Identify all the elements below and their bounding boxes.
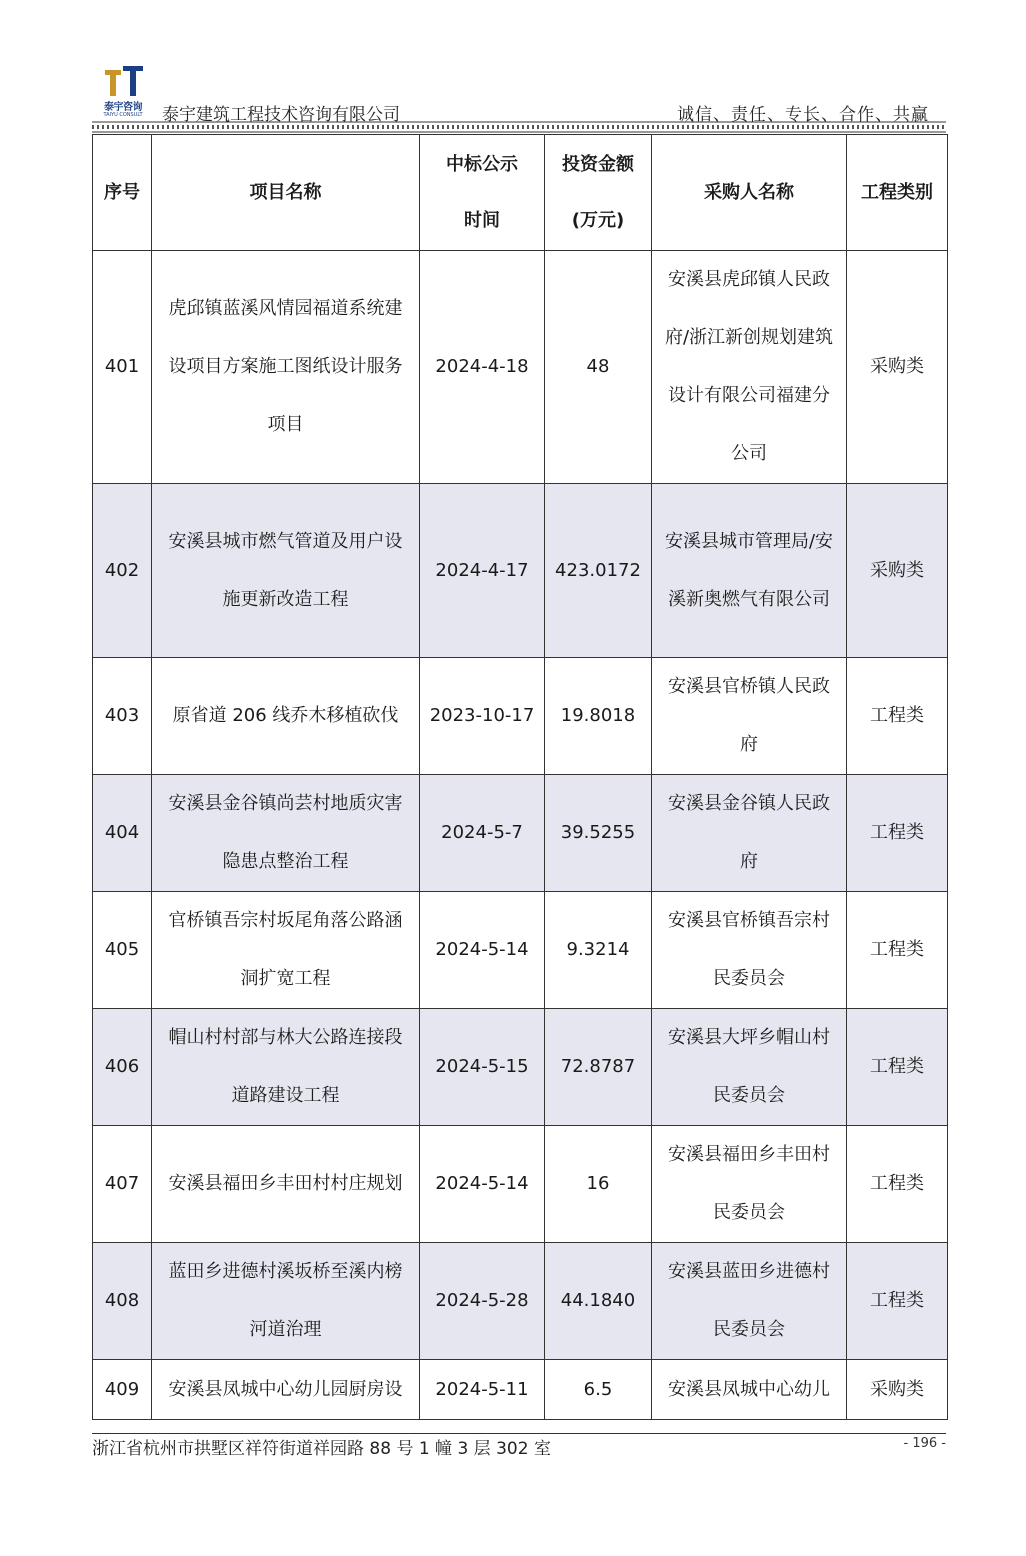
company-address: 浙江省杭州市拱墅区祥符街道祥园路 88 号 1 幢 3 层 302 室 bbox=[92, 1439, 551, 1459]
cell-date: 2024-5-7 bbox=[420, 775, 545, 892]
cell-amount: 423.0172 bbox=[545, 484, 652, 658]
cell-date: 2024-5-15 bbox=[420, 1009, 545, 1126]
cell-date: 2024-5-14 bbox=[420, 1126, 545, 1243]
cell-buyer: 安溪县大坪乡帽山村民委员会 bbox=[652, 1009, 847, 1126]
table-row bbox=[93, 658, 948, 775]
company-motto: 诚信、责任、专长、合作、共赢 bbox=[677, 105, 929, 125]
cell-seq: 408 bbox=[93, 1243, 152, 1360]
cell-date: 2024-5-28 bbox=[420, 1243, 545, 1360]
cell-project: 蓝田乡进德村溪坂桥至溪内榜河道治理 bbox=[152, 1243, 420, 1360]
cell-seq: 402 bbox=[93, 484, 152, 658]
cell-project: 官桥镇吾宗村坂尾角落公路涵洞扩宽工程 bbox=[152, 892, 420, 1009]
header-project: 项目名称 bbox=[152, 135, 420, 251]
cell-category: 工程类 bbox=[847, 1126, 948, 1243]
cell-amount: 48 bbox=[545, 251, 652, 484]
cell-project: 安溪县凤城中心幼儿园厨房设 bbox=[152, 1360, 420, 1420]
cell-date: 2024-5-14 bbox=[420, 892, 545, 1009]
table-row bbox=[93, 1126, 948, 1243]
cell-project: 虎邱镇蓝溪风情园福道系统建设项目方案施工图纸设计服务项目 bbox=[152, 251, 420, 484]
cell-category: 采购类 bbox=[847, 251, 948, 484]
cell-amount: 72.8787 bbox=[545, 1009, 652, 1126]
header-buyer: 采购人名称 bbox=[652, 135, 847, 251]
cell-buyer: 安溪县官桥镇吾宗村民委员会 bbox=[652, 892, 847, 1009]
cell-project: 安溪县城市燃气管道及用户设施更新改造工程 bbox=[152, 484, 420, 658]
cell-amount: 39.5255 bbox=[545, 775, 652, 892]
cell-date: 2024-5-11 bbox=[420, 1360, 545, 1420]
cell-buyer: 安溪县官桥镇人民政府 bbox=[652, 658, 847, 775]
table-row bbox=[93, 251, 948, 484]
cell-date: 2023-10-17 bbox=[420, 658, 545, 775]
logo-text: 泰宇咨询 bbox=[104, 102, 142, 113]
cell-category: 工程类 bbox=[847, 1009, 948, 1126]
cell-seq: 405 bbox=[93, 892, 152, 1009]
table-row bbox=[93, 1243, 948, 1360]
cell-category: 工程类 bbox=[847, 658, 948, 775]
header-date bbox=[420, 135, 545, 251]
project-table bbox=[92, 134, 948, 1420]
cell-date: 2024-4-18 bbox=[420, 251, 545, 484]
cell-date: 2024-4-17 bbox=[420, 484, 545, 658]
cell-buyer: 安溪县虎邱镇人民政府/浙江新创规划建筑设计有限公司福建分公司 bbox=[652, 251, 847, 484]
cell-seq: 406 bbox=[93, 1009, 152, 1126]
table-row bbox=[93, 775, 948, 892]
header-amount bbox=[545, 135, 652, 251]
table-row bbox=[93, 484, 948, 658]
cell-seq: 404 bbox=[93, 775, 152, 892]
cell-project: 安溪县福田乡丰田村村庄规划 bbox=[152, 1126, 420, 1243]
cell-buyer: 安溪县福田乡丰田村民委员会 bbox=[652, 1126, 847, 1243]
page-number: - 196 - bbox=[903, 1436, 946, 1451]
cell-buyer: 安溪县金谷镇人民政府 bbox=[652, 775, 847, 892]
cell-category: 工程类 bbox=[847, 1243, 948, 1360]
cell-project: 原省道 206 线乔木移植砍伐 bbox=[152, 658, 420, 775]
cell-category: 工程类 bbox=[847, 892, 948, 1009]
cell-project: 安溪县金谷镇尚芸村地质灾害隐患点整治工程 bbox=[152, 775, 420, 892]
cell-amount: 9.3214 bbox=[545, 892, 652, 1009]
table-row bbox=[93, 1009, 948, 1126]
header-category: 工程类别 bbox=[847, 135, 948, 251]
cell-seq: 403 bbox=[93, 658, 152, 775]
header-amount-line2: (万元) bbox=[571, 209, 625, 231]
cell-amount: 44.1840 bbox=[545, 1243, 652, 1360]
cell-buyer: 安溪县城市管理局/安溪新奥燃气有限公司 bbox=[652, 484, 847, 658]
header-rule bbox=[92, 121, 946, 133]
table-row bbox=[93, 1360, 948, 1420]
header-amount-line1: 投资金额 bbox=[562, 153, 634, 175]
table-row bbox=[93, 892, 948, 1009]
cell-buyer: 安溪县蓝田乡进德村民委员会 bbox=[652, 1243, 847, 1360]
header-date-line2: 时间 bbox=[464, 209, 500, 231]
header-date-line1: 中标公示 bbox=[446, 153, 518, 175]
company-name: 泰宇建筑工程技术咨询有限公司 bbox=[162, 105, 400, 125]
cell-seq: 407 bbox=[93, 1126, 152, 1243]
cell-buyer: 安溪县凤城中心幼儿 bbox=[652, 1360, 847, 1420]
cell-amount: 19.8018 bbox=[545, 658, 652, 775]
table-header-row bbox=[93, 135, 948, 251]
header-seq: 序号 bbox=[93, 135, 152, 251]
cell-amount: 6.5 bbox=[545, 1360, 652, 1420]
cell-amount: 16 bbox=[545, 1126, 652, 1243]
cell-project: 帽山村村部与林大公路连接段道路建设工程 bbox=[152, 1009, 420, 1126]
cell-category: 采购类 bbox=[847, 1360, 948, 1420]
cell-category: 工程类 bbox=[847, 775, 948, 892]
logo-subtext: TAIYU CONSULT bbox=[103, 112, 143, 118]
cell-seq: 409 bbox=[93, 1360, 152, 1420]
cell-category: 采购类 bbox=[847, 484, 948, 658]
cell-seq: 401 bbox=[93, 251, 152, 484]
